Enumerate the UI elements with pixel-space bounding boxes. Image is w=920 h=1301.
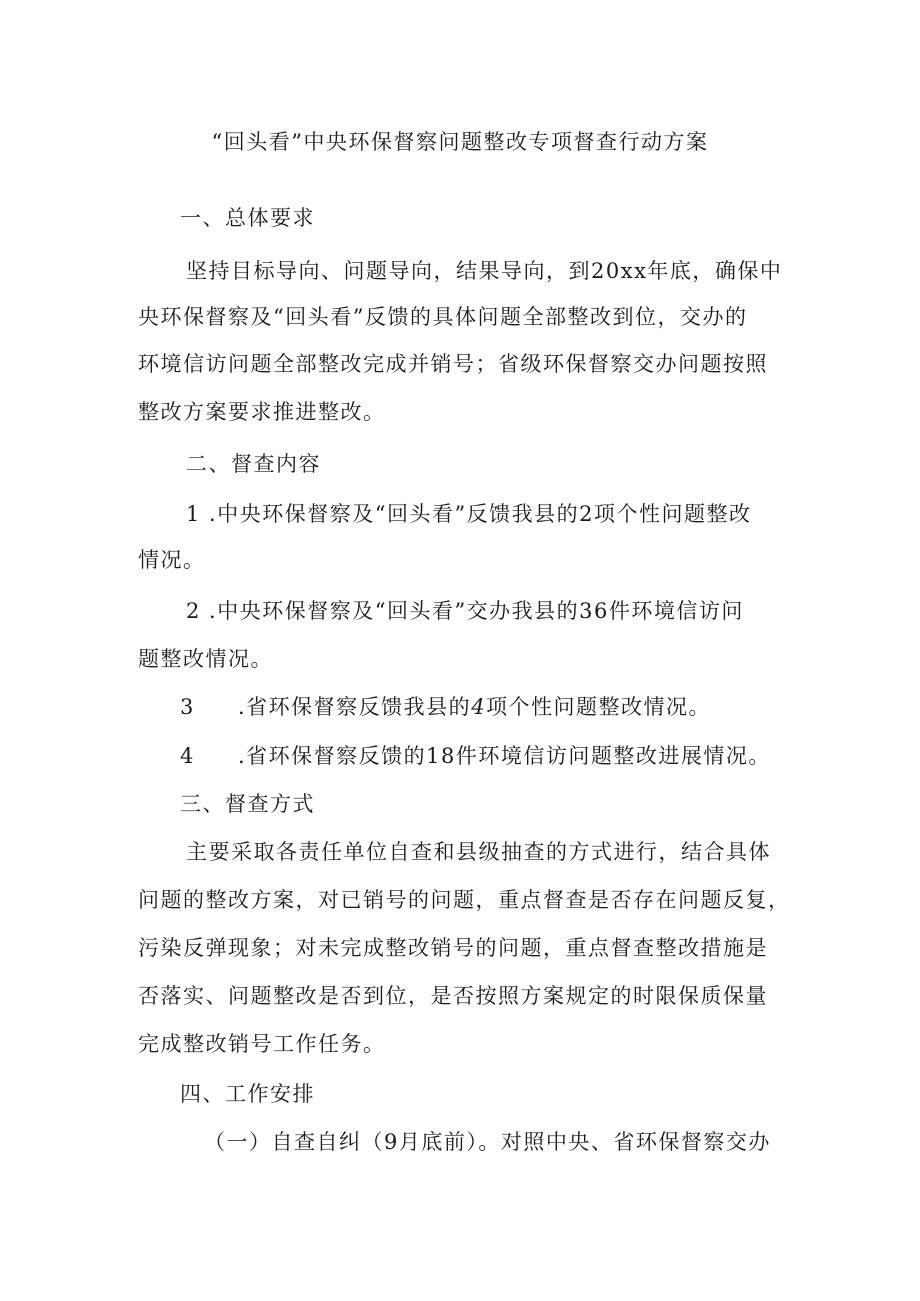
paragraph-line: 否落实、问题整改是否到位，是否按照方案规定的时限保质保量 (138, 984, 768, 1008)
list-item-4 (180, 742, 771, 770)
section-heading-work-arrangement: 四、工作安排 (180, 1082, 315, 1106)
list-item-3-count: 4 (471, 695, 487, 719)
paragraph-line: （一）自查自纠（9月底前）。对照中央、省环保督察交办 (204, 1130, 771, 1154)
list-item-2-continuation: 题整改情况。 (138, 647, 273, 671)
document-title: “回头看”中央环保督察问题整改专项督查行动方案 (211, 130, 709, 154)
list-item-4-text: .省环保督察反馈的18件环境信访问题整改进展情况。 (238, 744, 771, 768)
list-item-3-number: 3 (180, 695, 195, 719)
section-heading-inspection-method: 三、督查方式 (180, 792, 315, 816)
paragraph-line: 坚持目标导向、问题导向，结果导向，到20xx年底，确保中 (186, 259, 783, 283)
paragraph-line: 污染反弹现象；对未完成整改销号的问题，重点督查整改措施是 (138, 936, 768, 960)
list-item-4-number: 4 (180, 744, 195, 768)
list-item-2: 2 .中央环保督察及“回头看”交办我县的36件环境信访问 (186, 599, 744, 623)
paragraph-line: 整改方案要求推进整改。 (138, 400, 386, 424)
paragraph-line: 完成整改销号工作任务。 (138, 1032, 386, 1056)
paragraph-line: 央环保督察及“回头看”反馈的具体问题全部整改到位，交办的 (138, 305, 748, 329)
list-item-3 (180, 693, 711, 721)
list-item-1: 1 .中央环保督察及“回头看”反馈我县的2项个性问题整改 (186, 502, 752, 526)
list-item-1-continuation: 情况。 (138, 548, 206, 572)
paragraph-line: 主要采取各责任单位自查和县级抽查的方式进行，结合具体 (186, 840, 771, 864)
list-item-3-text-a: .省环保督察反馈我县的 (238, 695, 472, 719)
list-item-3-text-b: 项个性问题整改情况。 (486, 695, 712, 719)
paragraph-line: 问题的整改方案，对已销号的问题，重点督查是否存在问题反复， (138, 888, 791, 912)
section-heading-general-requirements: 一、总体要求 (180, 206, 315, 230)
paragraph-line: 环境信访问题全部整改完成并销号；省级环保督察交办问题按照 (138, 352, 768, 376)
section-heading-inspection-content: 二、督查内容 (186, 452, 321, 476)
